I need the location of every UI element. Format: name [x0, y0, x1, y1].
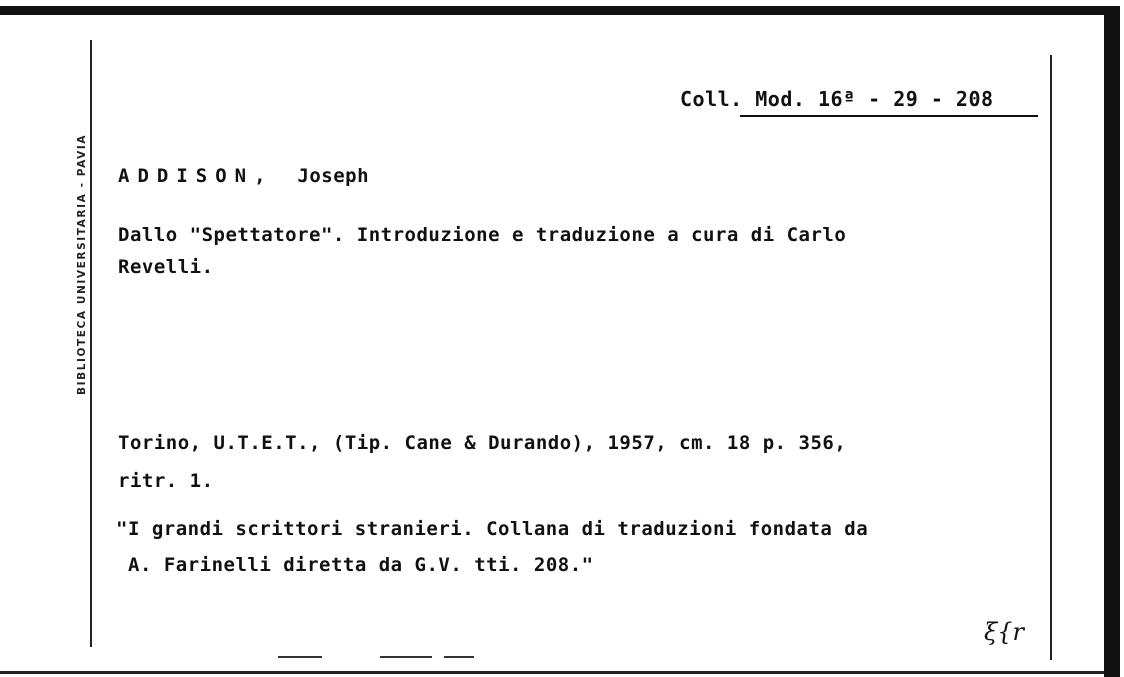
imprint-line-1: Torino, U.T.E.T., (Tip. Cane & Durando), 1957, cm. 18 p. 356,	[118, 432, 847, 454]
card-top-edge	[0, 6, 1112, 15]
author-surname: ADDISON,	[118, 165, 274, 187]
imprint-line-2: ritr. 1.	[118, 470, 214, 492]
author-forename: Joseph	[297, 165, 370, 187]
library-stamp: BIBLIOTECA UNIVERSITARIA - PAVIA	[76, 133, 88, 395]
series-line-2: A. Farinelli diretta da G.V. tti. 208."	[128, 554, 594, 576]
card-bottom-edge	[0, 671, 1104, 674]
card-right-rule	[1050, 55, 1052, 660]
call-number-underline	[740, 115, 1038, 117]
series-line-1: "I grandi scrittori stranieri. Collana di traduzioni fondata da	[116, 518, 869, 540]
scan-mark	[278, 656, 322, 658]
scan-mark	[380, 656, 432, 658]
title-line-2: Revelli.	[118, 256, 214, 278]
card-right-edge	[1104, 6, 1120, 677]
card-margin-rule	[90, 40, 92, 647]
call-number: Coll. Mod. 16ª - 29 - 208	[680, 87, 994, 111]
title-line-1: Dallo "Spettatore". Introduzione e traduzione a cura di Carlo	[118, 224, 847, 246]
shelf-mark: ξ{r	[984, 618, 1024, 646]
author-heading	[118, 165, 369, 187]
scan-mark	[444, 656, 474, 658]
